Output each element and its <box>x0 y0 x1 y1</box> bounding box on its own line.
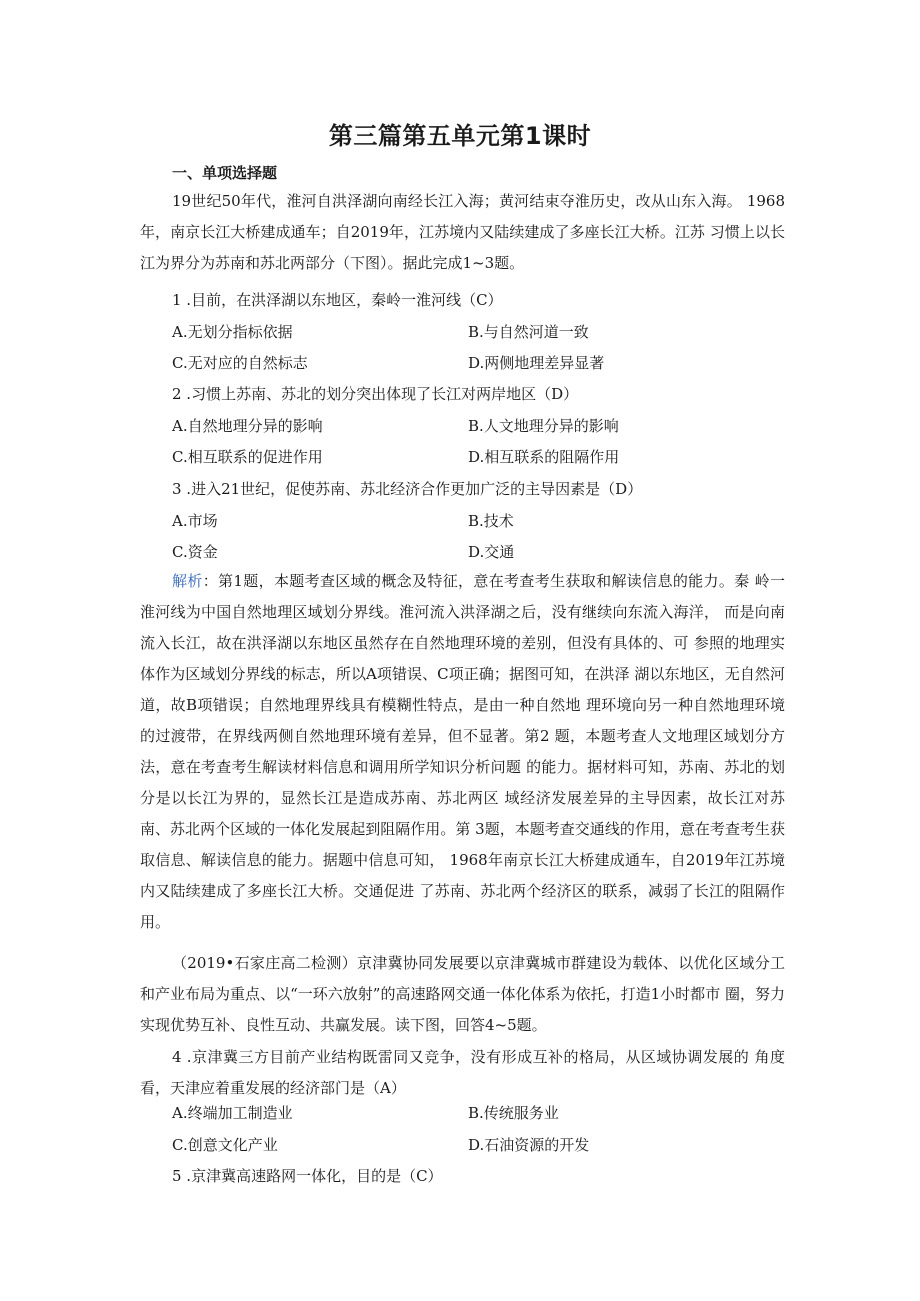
question-2-option-d: D.相互联系的阻隔作用 <box>468 448 620 466</box>
question-3-option-d: D.交通 <box>468 543 515 561</box>
page-title: 第三篇第五单元第1课时 <box>328 122 592 150</box>
question-4-option-c: C.创意文化产业 <box>172 1136 278 1154</box>
section-heading: 一、单项选择题 <box>172 164 278 182</box>
question-1-option-b: B.与自然河道一致 <box>468 323 589 341</box>
question-3-option-b: B.技术 <box>468 512 514 530</box>
question-5-stem: 5 .京津冀高速路网一体化，目的是（C） <box>172 1167 443 1185</box>
question-4-option-d: D.石油资源的开发 <box>468 1136 590 1154</box>
question-3-option-c: C.资金 <box>172 543 218 561</box>
intro-passage-2: （2019•石家庄高二检测）京津冀协同发展要以京津冀城市群建设为载体、以优化区域分工和产业布局为重点、以“一环六放射”的高速路网交通一体化体系为依托，打造1小时都市 圈，努力实现优势互补、良性互动、共赢发展。读下图，回答4~5题。 <box>140 954 785 1034</box>
analysis-label: 解析 <box>172 572 203 590</box>
question-3-option-a: A.市场 <box>172 512 218 530</box>
question-2-option-c: C.相互联系的促进作用 <box>172 448 323 466</box>
intro-passage-1: 19世纪50年代，淮河自洪泽湖向南经长江入海；黄河结束夺淮历史，改从山东入海。 1968年，南京长江大桥建成通车；自2019年，江苏境内又陆续建成了多座长江大桥。江苏 习惯上以长江为界分为苏南和苏北两部分（下图）。据此完成1~3题。 <box>140 192 785 272</box>
analysis-text: ：第1题，本题考查区域的概念及特征，意在考查考生获取和解读信息的能力。秦 岭一淮河线为中国自然地理区域划分界线。淮河流入洪泽湖之后，没有继续向东流入海洋， 而是向南流入长江，故在洪泽湖以东地区虽然存在自然地理环境的差别，但没有具体的、可 参照的地理实体作为区域划分界线的标志，所以A项错误、C项正确；据图可知，在洪泽 湖以东地区，无自然河道，故B项错误；自然地理界线具有模糊性特点，是由一种自然地 理环境向另一种自然地理环境的过渡带，在界线两侧自然地理环境有差异，但不显著。第2 题，本题考查人文地理区域划分方法，意在考查考生解读材料信息和调用所学知识分析问题 的能力。据材料可知，苏南、苏北的划分是以长江为界的，显然长江是造成苏南、苏北两区 域经济发展差异的主导因素，故长江对苏南、苏北两个区域的一体化发展起到阻隔作用。第 3题，本题考查交通线的作用，意在考查考生获取信息、解读信息的能力。据题中信息可知， 1968年南京长江大桥建成通车，自2019年江苏境内又陆续建成了多座长江大桥。交通促进 了苏南、苏北两个经济区的联系，减弱了长江的阻隔作用。 <box>140 572 785 931</box>
question-4-option-b: B.传统服务业 <box>468 1104 559 1122</box>
question-1-option-d: D.两侧地理差异显著 <box>468 354 605 372</box>
analysis-paragraph <box>140 566 785 938</box>
question-1-stem: 1 .目前，在洪泽湖以东地区，秦岭一淮河线（C） <box>172 291 503 309</box>
question-1-option-a: A.无划分指标依据 <box>172 323 293 341</box>
question-1-option-c: C.无对应的自然标志 <box>172 354 308 372</box>
question-2-option-a: A.自然地理分异的影响 <box>172 417 323 435</box>
question-4-option-a: A.终端加工制造业 <box>172 1104 293 1122</box>
question-2-option-b: B.人文地理分异的影响 <box>468 417 619 435</box>
question-2-stem: 2 .习惯上苏南、苏北的划分突出体现了长江对两岸地区（D） <box>172 385 579 403</box>
question-3-stem: 3 .进入21世纪，促使苏南、苏北经济合作更加广泛的主导因素是（D） <box>172 480 643 498</box>
question-4-stem: 4 .京津冀三方目前产业结构既雷同又竞争，没有形成互补的格局，从区域协调发展的 角度看，天津应着重发展的经济部门是（A） <box>140 1048 785 1097</box>
